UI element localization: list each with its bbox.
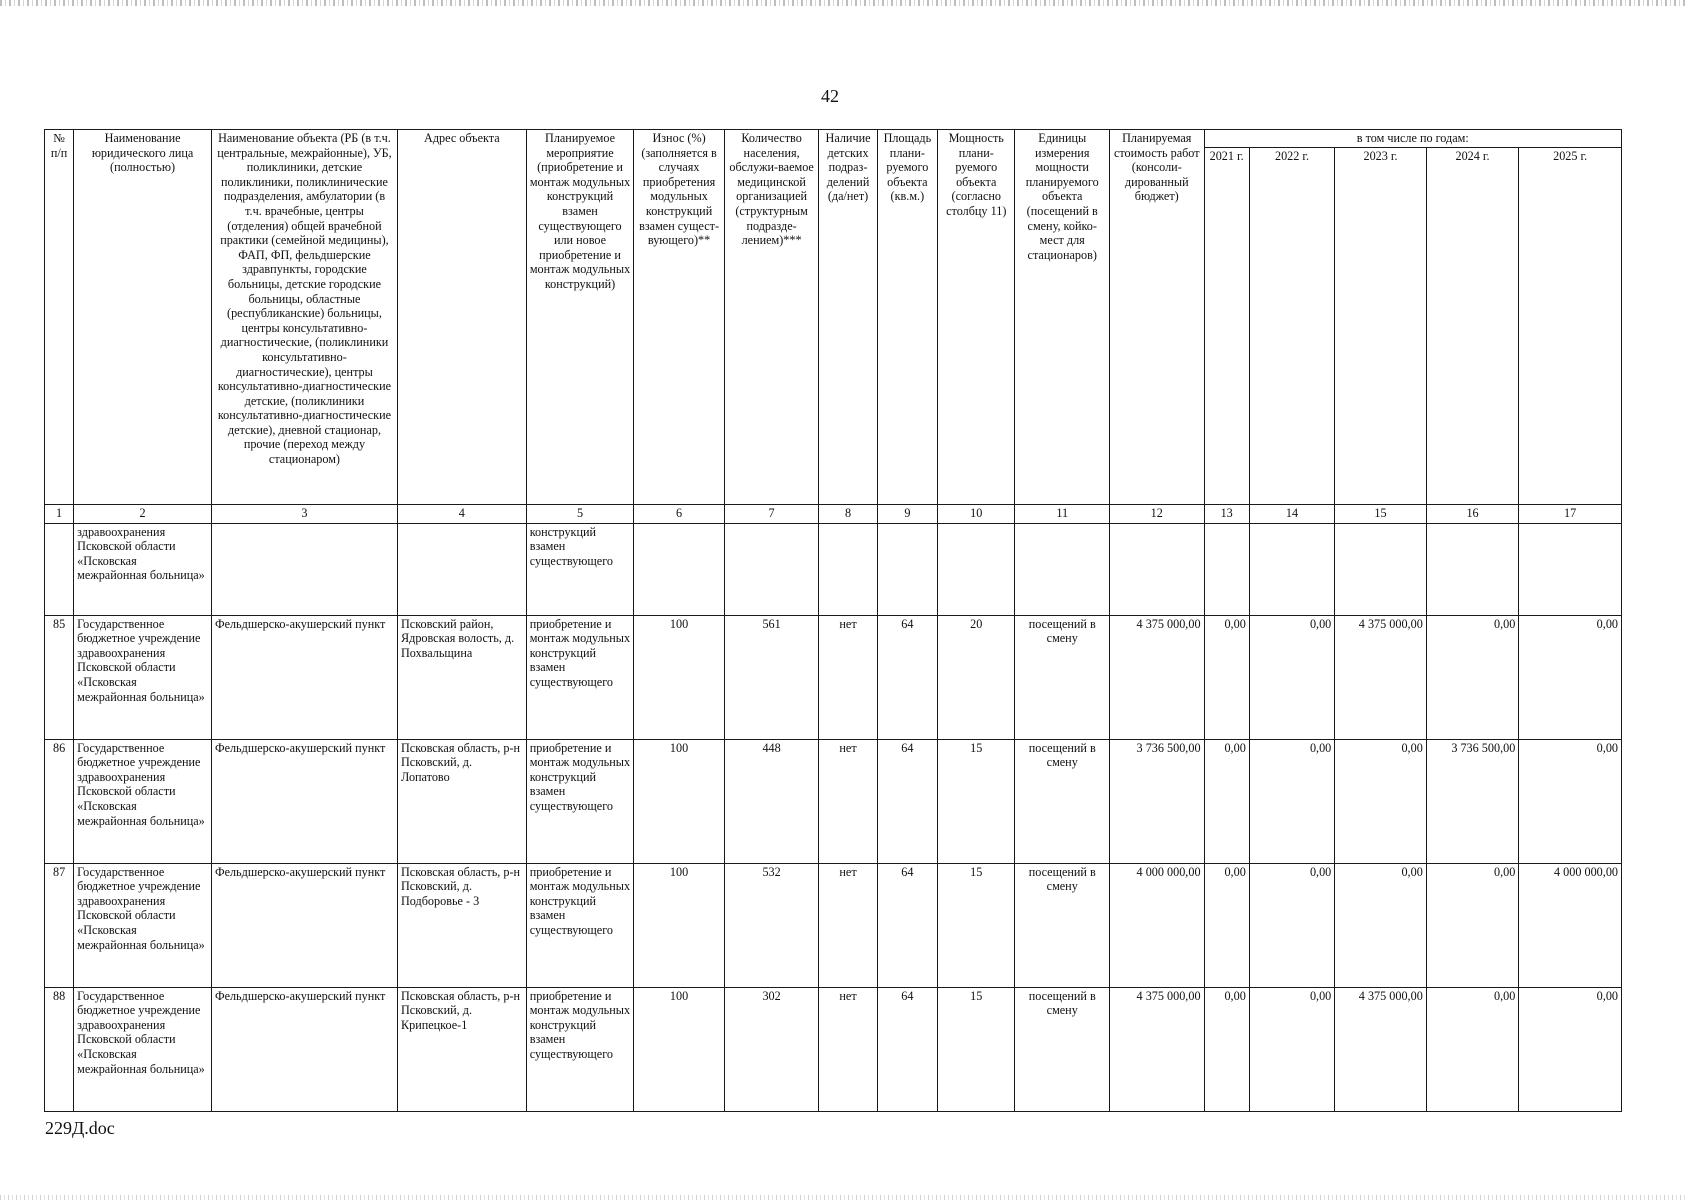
continuation-row (45, 523, 1622, 615)
row-unit: посещений в смену (1015, 739, 1110, 863)
footer-filename: 229Д.doc (45, 1118, 115, 1138)
row-2022: 0,00 (1249, 739, 1334, 863)
row-2024: 0,00 (1426, 863, 1519, 987)
row-measure: приобретение и монтаж модульных конструкций взамен существующего (526, 863, 634, 987)
row-object: Фельдшерско-акушерский пункт (211, 863, 397, 987)
column-number: 1 (45, 504, 74, 523)
row-2023: 4 375 000,00 (1335, 615, 1427, 739)
header-address: Адрес объекта (397, 130, 526, 505)
row-number: 86 (45, 739, 74, 863)
row-population: 532 (724, 863, 819, 987)
row-capacity: 15 (938, 739, 1015, 863)
header-wear: Износ (%) (заполняется в случаях приобретения модульных конструкций взамен сущест-вующего)** (634, 130, 725, 505)
row-area: 64 (877, 863, 937, 987)
column-number: 14 (1249, 504, 1334, 523)
row-area: 64 (877, 615, 937, 739)
row-address: Псковская область, р-н Псковский, д. Подборовье - 3 (397, 863, 526, 987)
header-planned-cost: Планируемая стоимость работ (консоли-дированный бюджет) (1110, 130, 1205, 505)
row-2022: 0,00 (1249, 615, 1334, 739)
header-capacity-unit: Единицы измерения мощности планируемого объекта (посещений в смену, койко-мест для стационаров) (1015, 130, 1110, 505)
row-children: нет (819, 739, 877, 863)
row-org: Государственное бюджетное учреждение здравоохранения Псковской области «Псковская межрайонная больница» (74, 615, 212, 739)
page-number: 42 (821, 86, 839, 106)
header-children-units: Наличие детских подраз-делений (да/нет) (819, 130, 877, 505)
column-number: 12 (1110, 504, 1205, 523)
header-planned-measure: Планируемое мероприятие (приобретение и монтаж модульных конструкций взамен существующего или новое приобретение и монтаж модульных конструкций) (526, 130, 634, 505)
row-2025: 0,00 (1519, 987, 1622, 1111)
row-address: Псковский район, Ядровская волость, д. Похвальщина (397, 615, 526, 739)
row-address: Псковская область, р-н Псковский, д. Лопатово (397, 739, 526, 863)
row-population: 448 (724, 739, 819, 863)
row-wear: 100 (634, 615, 725, 739)
row-2025: 0,00 (1519, 615, 1622, 739)
row-wear: 100 (634, 739, 725, 863)
column-number: 10 (938, 504, 1015, 523)
header-row-number: № п/п (45, 130, 74, 505)
investment-plan-table (44, 129, 1622, 1112)
row-address: Псковская область, р-н Псковский, д. Крипецкое-1 (397, 987, 526, 1111)
row-capacity: 20 (938, 615, 1015, 739)
row-unit: посещений в смену (1015, 987, 1110, 1111)
row-org: Государственное бюджетное учреждение здравоохранения Псковской области «Псковская межрайонная больница» (74, 739, 212, 863)
header-population: Количество населения, обслужи-ваемое медицинской организацией (структурным подразде-лением)*** (724, 130, 819, 505)
row-capacity: 15 (938, 987, 1015, 1111)
row-org: Государственное бюджетное учреждение здравоохранения Псковской области «Псковская межрайонная больница» (74, 863, 212, 987)
row-2023: 0,00 (1335, 739, 1427, 863)
row-number: 87 (45, 863, 74, 987)
row-2024: 0,00 (1426, 987, 1519, 1111)
row-measure: приобретение и монтаж модульных конструкций взамен существующего (526, 987, 634, 1111)
continuation-measure: конструкций взамен существующего (526, 523, 634, 615)
row-2023: 4 375 000,00 (1335, 987, 1427, 1111)
header-year-2022: 2022 г. (1249, 147, 1334, 504)
row-capacity: 15 (938, 863, 1015, 987)
table-row (45, 615, 1622, 739)
row-2025: 0,00 (1519, 739, 1622, 863)
row-measure: приобретение и монтаж модульных конструкций взамен существующего (526, 739, 634, 863)
column-number: 5 (526, 504, 634, 523)
column-number: 6 (634, 504, 725, 523)
header-object-name: Наименование объекта (РБ (в т.ч. центральные, межрайонные), УБ, поликлиники, детские поликлиники, поликлинические подразделения, амбулатории (в т.ч. врачебные, центры (отделения) общей врачебной практики (семейной медицины), ФАП, ФП, фельдшерские здравпункты, городские больницы, детские городские больницы, областные (республиканские) больницы, центры консультативно-диагностические, (поликлиники консультативно-диагностические), центры консультативно-диагностические детские, (поликлиники консультативно-диагностические детские), дневной стационар, прочие (переход между стационаром) (211, 130, 397, 505)
column-number: 2 (74, 504, 212, 523)
row-cost: 3 736 500,00 (1110, 739, 1205, 863)
continuation-org: здравоохранения Псковской области «Псковская межрайонная больница» (74, 523, 212, 615)
row-2021: 0,00 (1204, 615, 1249, 739)
row-population: 561 (724, 615, 819, 739)
table-row (45, 987, 1622, 1111)
header-capacity: Мощность плани-руемого объекта (согласно столбцу 11) (938, 130, 1015, 505)
row-unit: посещений в смену (1015, 863, 1110, 987)
row-2022: 0,00 (1249, 987, 1334, 1111)
row-area: 64 (877, 739, 937, 863)
header-years-group: в том числе по годам: (1204, 130, 1621, 148)
row-cost: 4 375 000,00 (1110, 615, 1205, 739)
row-unit: посещений в смену (1015, 615, 1110, 739)
table-header (45, 130, 1622, 505)
row-area: 64 (877, 987, 937, 1111)
header-year-2021: 2021 г. (1204, 147, 1249, 504)
column-number: 3 (211, 504, 397, 523)
column-number-row (45, 504, 1622, 523)
row-number: 85 (45, 615, 74, 739)
header-legal-entity: Наименование юридического лица (полностью) (74, 130, 212, 505)
row-children: нет (819, 987, 877, 1111)
row-population: 302 (724, 987, 819, 1111)
row-cost: 4 375 000,00 (1110, 987, 1205, 1111)
column-number: 16 (1426, 504, 1519, 523)
row-2024: 0,00 (1426, 615, 1519, 739)
row-wear: 100 (634, 863, 725, 987)
column-number: 15 (1335, 504, 1427, 523)
table-row (45, 739, 1622, 863)
row-measure: приобретение и монтаж модульных конструкций взамен существующего (526, 615, 634, 739)
row-children: нет (819, 863, 877, 987)
row-2023: 0,00 (1335, 863, 1427, 987)
column-number: 11 (1015, 504, 1110, 523)
column-number: 13 (1204, 504, 1249, 523)
row-object: Фельдшерско-акушерский пункт (211, 987, 397, 1111)
row-2024: 3 736 500,00 (1426, 739, 1519, 863)
row-cost: 4 000 000,00 (1110, 863, 1205, 987)
column-number: 17 (1519, 504, 1622, 523)
column-number: 8 (819, 504, 877, 523)
row-object: Фельдшерско-акушерский пункт (211, 739, 397, 863)
row-object: Фельдшерско-акушерский пункт (211, 615, 397, 739)
row-org: Государственное бюджетное учреждение здравоохранения Псковской области «Псковская межрайонная больница» (74, 987, 212, 1111)
column-number: 7 (724, 504, 819, 523)
column-number: 9 (877, 504, 937, 523)
header-year-2025: 2025 г. (1519, 147, 1622, 504)
column-number: 4 (397, 504, 526, 523)
header-year-2024: 2024 г. (1426, 147, 1519, 504)
row-2021: 0,00 (1204, 863, 1249, 987)
row-children: нет (819, 615, 877, 739)
scan-artifact-top (0, 0, 1686, 6)
scan-artifact-bottom (0, 1195, 1686, 1200)
table-row (45, 863, 1622, 987)
row-number: 88 (45, 987, 74, 1111)
row-2021: 0,00 (1204, 739, 1249, 863)
header-year-2023: 2023 г. (1335, 147, 1427, 504)
header-area: Площадь плани-руемого объекта (кв.м.) (877, 130, 937, 505)
row-2021: 0,00 (1204, 987, 1249, 1111)
row-wear: 100 (634, 987, 725, 1111)
row-2025: 4 000 000,00 (1519, 863, 1622, 987)
row-2022: 0,00 (1249, 863, 1334, 987)
